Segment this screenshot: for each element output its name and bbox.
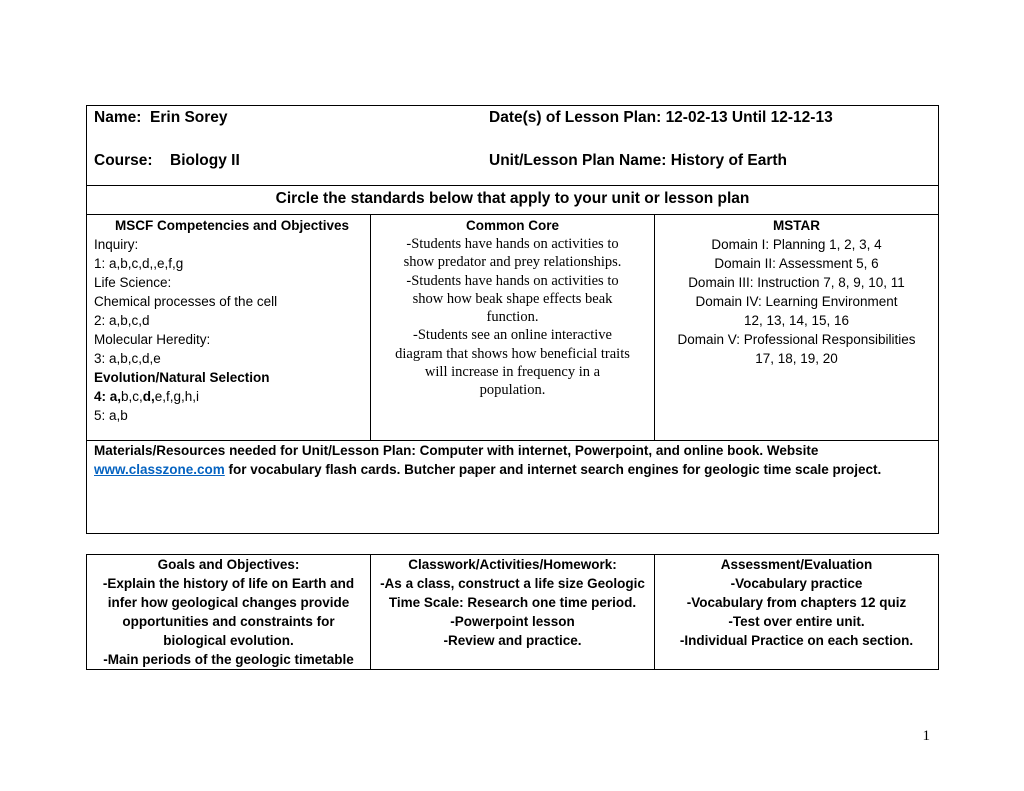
mscf-line: 1: a,b,c,d,,e,f,g	[94, 256, 184, 271]
unit-value: History of Earth	[670, 152, 788, 169]
classzone-link[interactable]: www.classzone.com	[94, 462, 225, 477]
mscf-line: Life Science:	[94, 275, 172, 290]
circle-instruction: Circle the standards below that apply to your unit or lesson plan	[87, 186, 939, 215]
assessment-cell	[655, 555, 939, 670]
classwork-line: -As a class, construct a life size Geologic	[380, 576, 645, 591]
mscf-line-4	[94, 387, 370, 406]
goals-line: opportunities and constraints for	[122, 614, 335, 629]
goals-line: -Explain the history of life on Earth and	[102, 576, 355, 591]
mstar-line: Domain IV: Learning Environment	[695, 294, 898, 309]
mstar-line: 12, 13, 14, 15, 16	[743, 313, 850, 328]
dates-line	[489, 109, 833, 127]
mscf-line: 2: a,b,c,d	[94, 313, 150, 328]
lesson-plan-details-table	[86, 554, 939, 670]
mstar-line: Domain II: Assessment 5, 6	[714, 256, 879, 271]
classwork-line: Time Scale: Research one time period.	[388, 595, 637, 610]
page-number: 1	[922, 728, 930, 744]
common-core-line: show predator and prey relationships.	[403, 254, 622, 271]
common-core-cell	[371, 215, 655, 441]
mscf-line: Evolution/Natural Selection	[94, 370, 270, 385]
unit-label: Unit/Lesson Plan Name:	[489, 152, 667, 169]
assessment-title: Assessment/Evaluation	[720, 557, 873, 572]
lesson-plan-header-table	[86, 105, 939, 534]
course-value: Biology II	[170, 152, 240, 169]
mstar-line: Domain V: Professional Responsibilities	[677, 332, 916, 347]
mscf-4-part: e,f,g,h,i	[154, 389, 200, 404]
assessment-line: -Vocabulary practice	[730, 576, 863, 591]
assessment-line: -Individual Practice on each section.	[679, 633, 914, 648]
name-line	[94, 109, 228, 127]
goals-line: biological evolution.	[163, 633, 294, 648]
common-core-line: -Students see an online interactive	[413, 327, 612, 344]
mscf-4-bold-d: d,	[142, 389, 155, 404]
common-core-line: will increase in frequency in a	[424, 364, 601, 381]
materials-cell	[87, 441, 939, 534]
goals-line: infer how geological changes provide	[107, 595, 350, 610]
assessment-line: -Test over entire unit.	[728, 614, 865, 629]
mscf-4-part: b,c,	[121, 389, 143, 404]
unit-line	[489, 152, 787, 170]
course-label: Course:	[94, 152, 153, 169]
common-core-title: Common Core	[465, 218, 559, 233]
mstar-line: 17, 18, 19, 20	[755, 351, 838, 366]
dates-value: 12-02-13 Until 12-12-13	[665, 109, 833, 126]
dates-label: Date(s) of Lesson Plan:	[489, 109, 662, 126]
mscf-cell	[87, 215, 371, 441]
assessment-line: -Vocabulary from chapters 12 quiz	[686, 595, 907, 610]
mstar-cell	[655, 215, 939, 441]
mscf-4-bold-a: 4: a,	[94, 389, 122, 404]
mstar-title: MSTAR	[773, 218, 820, 233]
mstar-line: Domain I: Planning 1, 2, 3, 4	[711, 237, 882, 252]
goals-line: -Main periods of the geologic timetable	[103, 652, 354, 667]
course-line	[94, 152, 240, 170]
classwork-title: Classwork/Activities/Homework:	[408, 557, 617, 572]
goals-cell	[87, 555, 371, 670]
classwork-line: -Powerpoint lesson	[450, 614, 575, 629]
common-core-line: population.	[479, 382, 546, 399]
mscf-line: 5: a,b	[94, 408, 128, 423]
common-core-line: diagram that shows how beneficial traits	[395, 345, 630, 362]
mstar-line: Domain III: Instruction 7, 8, 9, 10, 11	[688, 275, 905, 290]
classwork-cell	[371, 555, 655, 670]
name-value: Erin Sorey	[150, 109, 228, 126]
classwork-line: -Review and practice.	[443, 633, 582, 648]
mscf-line: 3: a,b,c,d,e	[94, 351, 161, 366]
common-core-line: -Students have hands on activities to	[406, 272, 619, 289]
mscf-title: MSCF Competencies and Objectives	[114, 218, 350, 233]
header-info-cell	[87, 106, 939, 186]
mscf-line: Chemical processes of the cell	[94, 294, 278, 309]
goals-title: Goals and Objectives:	[157, 557, 300, 572]
common-core-line: -Students have hands on activities to	[406, 236, 619, 252]
name-label: Name:	[94, 109, 142, 126]
materials-text-cont: for vocabulary flash cards. Butcher paper and internet search engines for geologic time scale project.	[224, 462, 882, 477]
common-core-line: function.	[486, 309, 539, 326]
materials-text: Materials/Resources needed for Unit/Lesson Plan: Computer with internet, Powerpoint, and online book. Website	[94, 443, 819, 458]
common-core-line: show how beak shape effects beak	[412, 290, 613, 307]
mscf-line: Inquiry:	[94, 237, 139, 252]
mscf-line: Molecular Heredity:	[94, 332, 211, 347]
